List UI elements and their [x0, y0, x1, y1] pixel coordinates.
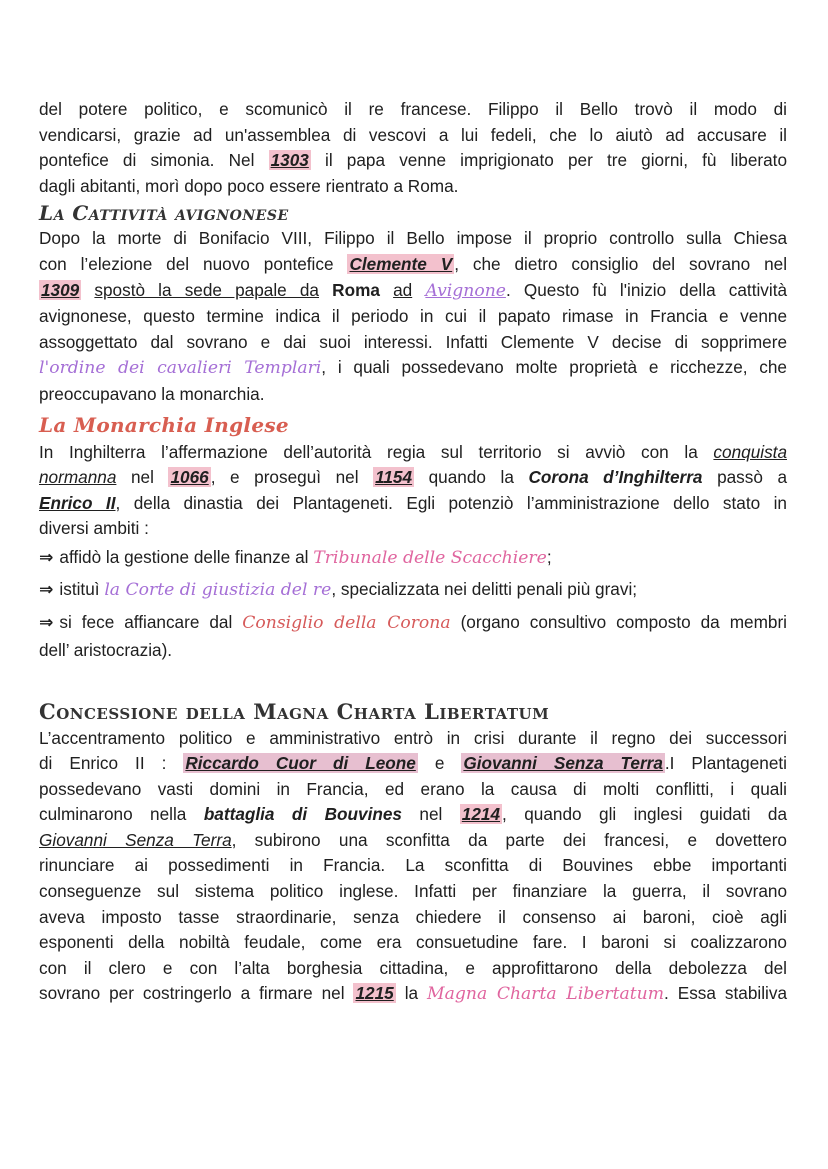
text-line: con il clero e con l’alta borghesia cittadina, e approfittarono della debolezza del [39, 957, 787, 978]
script-corte: la Corte di giustizia del re [104, 579, 332, 600]
text-line: , quando gli inglesi guidati da [502, 804, 788, 825]
arrow-icon: ⇒ [39, 579, 54, 600]
text-line: , subirono una sconfitta da parte dei francesi, e dovettero [231, 829, 787, 850]
name-enrico-ii: Enrico II [39, 492, 116, 513]
text-line: affidò la gestione delle finanze al [59, 546, 309, 567]
script-avignone: Avignone [425, 280, 506, 301]
heading-monarchia-inglese: La Monarchia Inglese [39, 412, 289, 437]
arrow-icon: ⇒ [39, 547, 54, 568]
text-line: dell’ aristocrazia). [39, 639, 173, 660]
text-line: si fece affiancare dal [59, 611, 233, 632]
script-tribunale: Tribunale delle Scacchiere [313, 547, 547, 568]
text-line: nel [419, 804, 443, 825]
text-line: rinunciare ai possedimenti in Francia. La sconfitta di Bouvines ebbe importanti [39, 855, 787, 876]
text-line: sovrano per costringerlo a firmare nel [39, 983, 345, 1004]
text-line: del potere politico, e scomunicò il re francese. Filippo il Bello trovò il modo di [39, 99, 787, 119]
script-magna-charta: Magna Charta Libertatum [427, 984, 665, 1005]
text-line: culminarono nella [39, 804, 187, 825]
text-line: , specializzata nei delitti penali più gravi; [331, 578, 638, 599]
text-line: In Inghilterra l’affermazione dell’autorità regia sul territorio si avviò con la [39, 441, 698, 462]
text-line: . Questo fù l'inizio della cattività [505, 279, 788, 300]
bold-corona: Corona d’Inghilterra [528, 467, 703, 488]
bold-bouvines: battaglia di Bouvines [203, 804, 402, 825]
italic-underlined: normanna [39, 467, 117, 488]
text-line: , e proseguì nel [210, 467, 359, 488]
text-line: L’accentramento politico e amministrativo entrò in crisi durante il regno dei successori [39, 727, 787, 748]
year-highlight-1215: 1215 [355, 983, 394, 1004]
bullet-list [39, 544, 787, 664]
text-line: quando la [428, 467, 514, 488]
text-line: , che dietro consiglio del sovrano nel [454, 253, 788, 274]
heading-cattivita-avignonese: La Cattività avignonese [39, 201, 289, 226]
text-line: possedevano vasti domini in Francia, ed erano la causa di molti conflitti, i quali [39, 778, 787, 799]
paragraph-monarchia [39, 440, 787, 542]
script-consiglio: Consiglio della Corona [242, 612, 451, 633]
underlined-text: ad [393, 279, 413, 300]
text-line: dagli abitanti, morì dopo poco essere rientrato a Roma. [39, 175, 459, 196]
list-item [39, 572, 787, 607]
paragraph-cattivita [39, 226, 787, 407]
text-line: (organo consultivo composto da membri [460, 611, 788, 632]
script-templari: l'ordine dei cavalieri Templari [39, 358, 322, 379]
text-line: aveva imposto tasse straordinarie, senza chiedere il consenso ai baroni, cioè agli [39, 906, 787, 927]
year-highlight-1303: 1303 [270, 150, 309, 171]
bold-roma: Roma [332, 279, 380, 300]
year-highlight-1309: 1309 [41, 279, 80, 300]
text-line: Dopo la morte di Bonifacio VIII, Filippo il Bello impose il proprio controllo sulla Chiesa [39, 228, 787, 249]
text-line: . Essa stabiliva [664, 983, 787, 1004]
text-line: diversi ambiti : [39, 518, 149, 539]
year-highlight-1154: 1154 [375, 467, 413, 488]
text-line: avignonese, questo termine indica il periodo in cui il papato rimase in Francia e venne [39, 306, 787, 327]
text-line: preoccupavano la monarchia. [39, 383, 265, 404]
text-line: .I Plantageneti [664, 753, 787, 774]
paragraph-magna-charta [39, 726, 787, 1009]
list-item-continuation [39, 638, 787, 664]
text-line: , della dinastia dei Plantageneti. Egli potenziò l’amministrazione dello stato in [115, 492, 787, 513]
text-line: esponenti della nobiltà feudale, come era consuetudine fare. I baroni si coalizzarono [39, 932, 787, 953]
arrow-icon: ⇒ [39, 612, 54, 633]
name-highlight-clemente: Clemente V [349, 253, 453, 274]
text-line: di Enrico II : [39, 753, 167, 774]
text-line: , i quali possedevano molte proprietà e ricchezze, che [321, 357, 787, 378]
name-highlight-giovanni: Giovanni Senza Terra [463, 753, 663, 774]
text-line: vendicarsi, grazie ad un'assemblea di vescovi a lui fedeli, che lo aiutò ad accusare il [39, 124, 787, 145]
text-line: nel [130, 467, 154, 488]
text-line: con l’elezione del nuovo pontefice [39, 253, 334, 274]
italic-underlined-giovanni: Giovanni Senza Terra [39, 829, 232, 850]
name-highlight-riccardo: Riccardo Cuor di Leone [185, 753, 416, 774]
list-item [39, 544, 787, 572]
italic-underlined: conquista [713, 441, 787, 462]
year-highlight-1066: 1066 [170, 467, 209, 488]
underlined-text: spostò la sede papale da [94, 279, 319, 300]
text-line: istituì [59, 578, 100, 599]
text-line: il papa venne imprigionato per tre giorni, fù liberato [325, 150, 788, 171]
year-highlight-1214: 1214 [461, 804, 501, 825]
heading-magna-charta: Concessione della Magna Charta Libertatum [39, 698, 550, 724]
text-line: e [434, 753, 445, 774]
text-line: conseguenze sul sistema politico inglese. Infatti per finanziare la guerra, il sovrano [39, 881, 787, 902]
list-item [39, 607, 787, 638]
text-line: ; [546, 546, 552, 567]
paragraph-bonifacio-end [39, 97, 787, 199]
text-line: la [404, 983, 419, 1004]
text-line: passò a [717, 467, 788, 488]
text-line: pontefice di simonia. Nel [39, 150, 255, 171]
text-line: assoggettato dal sovrano e dai suoi interessi. Infatti Clemente V decise di sopprimere [39, 331, 787, 352]
